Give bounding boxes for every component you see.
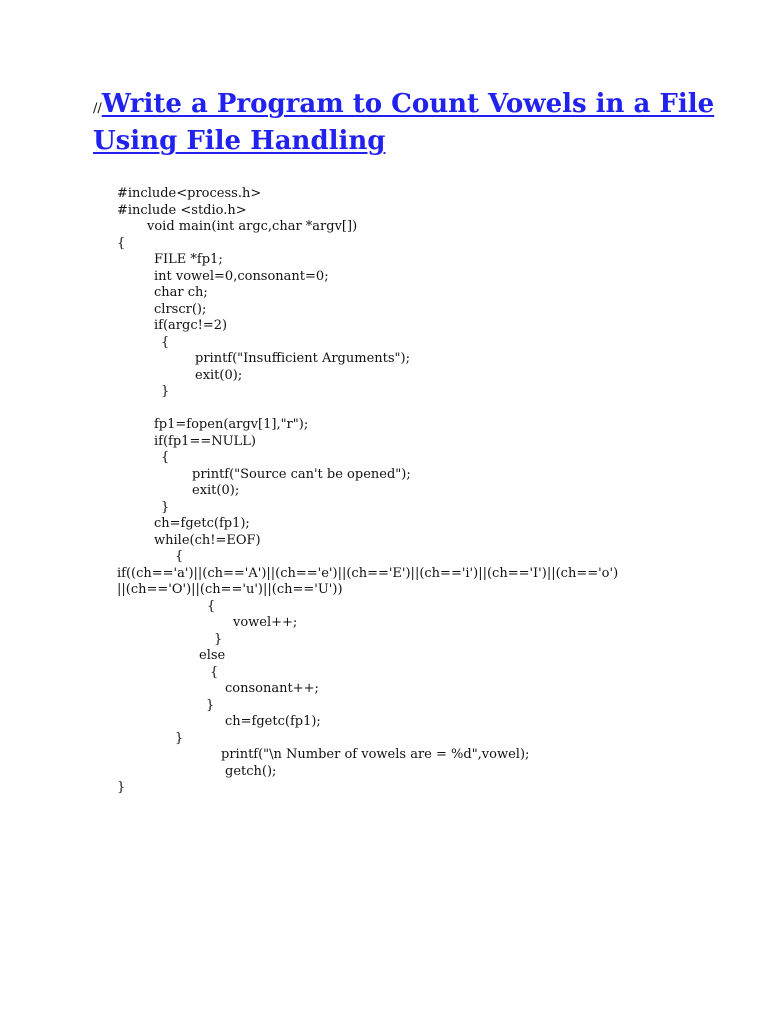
code-line-text: int vowel=0,consonant=0; bbox=[154, 268, 329, 284]
code-line-text: { bbox=[210, 664, 219, 680]
code-line bbox=[0, 417, 768, 434]
code-line bbox=[0, 500, 768, 517]
code-line bbox=[0, 434, 768, 451]
code-line bbox=[0, 533, 768, 550]
code-line-text: vowel++; bbox=[233, 615, 298, 630]
code-line bbox=[0, 714, 768, 731]
code-line bbox=[0, 302, 768, 319]
code-line bbox=[0, 764, 768, 781]
code-line-text: ||(ch=='O')||(ch=='u')||(ch=='U')) bbox=[117, 582, 343, 597]
code-line bbox=[0, 698, 768, 715]
code-line bbox=[0, 236, 768, 253]
code-line-text: { bbox=[117, 235, 126, 251]
code-line bbox=[0, 615, 768, 632]
code-line bbox=[0, 516, 768, 533]
code-line bbox=[0, 351, 768, 368]
code-line-text: void main(int argc,char *argv[]) bbox=[147, 219, 358, 234]
code-line bbox=[0, 269, 768, 286]
code-line-text: printf("\n Number of vowels are = %d",vowel); bbox=[221, 747, 530, 762]
title-link[interactable]: Write a Program to Count Vowels in a File Using File Handling bbox=[93, 89, 715, 156]
code-line-text: { bbox=[161, 450, 170, 465]
code-line-text: printf("Insufficient Arguments"); bbox=[195, 351, 410, 366]
code-line bbox=[0, 747, 768, 764]
code-line bbox=[0, 335, 768, 352]
code-line-text: } bbox=[206, 697, 215, 713]
code-line-text: } bbox=[175, 730, 184, 746]
code-line bbox=[0, 318, 768, 335]
code-line bbox=[0, 368, 768, 385]
code-line-text: getch(); bbox=[225, 763, 277, 779]
document-heading bbox=[93, 88, 733, 158]
code-line-text: #include <stdio.h> bbox=[117, 202, 247, 218]
code-line-text: else bbox=[199, 648, 226, 663]
code-line bbox=[0, 467, 768, 484]
code-line-text: if(argc!=2) bbox=[154, 318, 228, 333]
code-line bbox=[0, 665, 768, 682]
code-line bbox=[0, 780, 768, 797]
code-line bbox=[0, 549, 768, 566]
code-line-text: FILE *fp1; bbox=[154, 252, 223, 267]
code-line-text: printf("Source can't be opened"); bbox=[192, 466, 411, 482]
code-line-text: if(fp1==NULL) bbox=[154, 433, 256, 449]
code-line-text: ch=fgetc(fp1); bbox=[225, 714, 321, 729]
code-line bbox=[0, 648, 768, 665]
code-line bbox=[0, 599, 768, 616]
code-line bbox=[0, 731, 768, 748]
code-line bbox=[0, 384, 768, 401]
code-line bbox=[0, 219, 768, 236]
code-line-text: exit(0); bbox=[192, 483, 240, 498]
code-line-text: #include<process.h> bbox=[117, 186, 262, 201]
code-line-text: while(ch!=EOF) bbox=[154, 532, 261, 548]
code-line bbox=[0, 285, 768, 302]
code-line-text: consonant++; bbox=[225, 681, 319, 696]
code-block bbox=[0, 186, 768, 797]
code-line-text: char ch; bbox=[154, 285, 208, 300]
code-line-text: { bbox=[207, 598, 216, 614]
code-line-text: { bbox=[175, 549, 184, 564]
code-line bbox=[0, 632, 768, 649]
code-line bbox=[0, 186, 768, 203]
code-line bbox=[0, 252, 768, 269]
code-line bbox=[0, 483, 768, 500]
code-line-text: } bbox=[117, 780, 126, 795]
code-line-text: exit(0); bbox=[195, 367, 243, 383]
code-line-text: ch=fgetc(fp1); bbox=[154, 516, 250, 531]
code-line bbox=[0, 566, 768, 583]
code-line bbox=[0, 582, 768, 599]
code-line-text: { bbox=[161, 334, 170, 350]
code-line-text: fp1=fopen(argv[1],"r"); bbox=[154, 417, 309, 432]
code-line bbox=[0, 681, 768, 698]
code-line-text: } bbox=[214, 631, 223, 647]
code-line bbox=[0, 401, 768, 418]
code-line-text: } bbox=[161, 384, 170, 399]
code-line bbox=[0, 450, 768, 467]
code-line bbox=[0, 203, 768, 220]
comment-prefix: // bbox=[93, 101, 102, 116]
code-line-text: clrscr(); bbox=[154, 301, 207, 317]
code-line-text: } bbox=[161, 499, 170, 515]
code-line-text: if((ch=='a')||(ch=='A')||(ch=='e')||(ch=='E')||(ch=='i')||(ch=='I')||(ch=='o') bbox=[117, 565, 619, 581]
